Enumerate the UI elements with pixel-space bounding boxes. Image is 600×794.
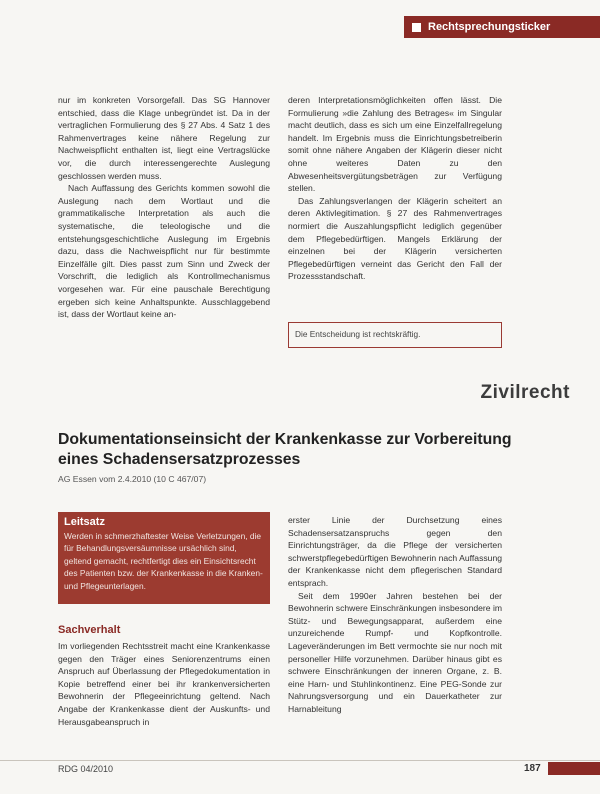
note-box (288, 322, 502, 348)
paragraph: nur im konkreten Vorsorgefall. Das SG Hannover entschied, dass die Klage unbegründet ist. Da in der vertraglichen Formulierung des § 27 Abs. 4 Satz 1 des Rahmenvertrages keine nähere Regelung zur Nachweispflicht enthalten ist, liegt eine Vertragslücke vor, die durch interessengerechte Auslegung geschlossen werden muss. (58, 95, 270, 181)
top-left-column (58, 94, 270, 321)
bottom-right-column (288, 514, 502, 716)
top-right-column (288, 94, 502, 283)
paragraph: erster Linie der Durchsetzung eines Schadensersatzanspruchs gegen den Einrichtungsträger, da die Pflege der versicherten schwerstpflegebedürftigen Bewohnerin nach Auffassung der Krankenkasse nicht dem pflegerischen Standard entsprach. (288, 515, 502, 588)
footer-rule (0, 760, 600, 761)
square-icon (412, 23, 421, 32)
sachverhalt-heading: Sachverhalt (58, 624, 121, 636)
leitsatz-heading: Leitsatz (64, 516, 105, 528)
page-number: 187 (524, 763, 541, 774)
paragraph: Nach Auffassung des Gerichts kommen sowohl die Auslegung nach dem Wortlaut und die grammatikalische Interpretation als auch die systematische, die teleologische und die entstehungsgeschichtliche Auslegung im Ergebnis dazu, dass die Nachweispflicht nur für bestimmte Einzelfälle gilt. Dies passt zum Sinn und Zweck der Vorschrift, die lediglich als Kontrollmechanismus vorgesehen war. Für eine pauschale Berechtigung ergeben sich keine Anhaltspunkte. Ausschlaggebend ist, dass der Wortlaut keine an- (58, 183, 270, 320)
article-title: Dokumentationseinsicht der Krankenkasse zur Vorbereitung eines Schadensersatzprozesses (58, 431, 512, 468)
paragraph: deren Interpretationsmöglichkeiten offen lässt. Die Formulierung »die Zahlung des Betrages« im Singular macht deutlich, dass es sich um eine Einzelfallregelung handelt. Im Ergebnis muss die Einrichtungsbetreiberin somit ohne nähere Angaben der Klägerin dieser nicht ohne weiteres Daten zu den Abwesenheitsvergütungsbeträgen zur Verfügung stellen. (288, 95, 502, 194)
bottom-left-column (58, 640, 270, 728)
footer-accent-bar (548, 762, 600, 775)
paragraph: Im vorliegenden Rechtsstreit macht eine Krankenkasse gegen den Träger eines Seniorenzentrums einen Anspruch auf Überlassung der Pflegedokumentation in Kopie betreffend einer bei ihr krankenversicherten Bewohnerin der Pflegeeinrichtung geltend. Nach Angabe der Krankenkasse dient der Auskunfts- und Herausgabeanspruch in (58, 641, 270, 727)
citation: AG Essen vom 2.4.2010 (10 C 467/07) (58, 474, 207, 484)
footer-issue: RDG 04/2010 (58, 764, 114, 774)
leitsatz-box (58, 512, 270, 604)
leitsatz-text: Werden in schmerzhaftester Weise Verletzungen, die für Behandlungsversäumnisse ursächlich sind, geltend gemacht, rechtfertigt dies ein Einsichtsrecht des Patienten bzw. der Krankenkasse in die Kranken- und Pflegeunterlagen. (64, 531, 263, 591)
sticker-label: Rechtsprechungsticker (428, 21, 551, 33)
section-label: Zivilrecht (480, 382, 570, 403)
paragraph: Das Zahlungsverlangen der Klägerin scheitert an deren Aktivlegitimation. § 27 des Rahmenvertrages normiert die Auszahlungspflicht lediglich gegenüber dem Pflegebedürftigen. Mangels Erklärung der einzelnen bei der Klägerin versicherten Pflegebedürftigen verneint das Gericht den Fall der Prozessstandschaft. (288, 195, 502, 282)
note-text: Die Entscheidung ist rechtskräftig. (295, 329, 421, 339)
sticker-badge (404, 16, 600, 38)
paragraph: Seit dem 1990er Jahren bestehen bei der Bewohnerin schwere Einschränkungen insbesondere im Stütz- und Bewegungsapparat, außerdem eine unzureichende Rumpf- und Kopfkontrolle. Lageveränderungen im Bett vermochte sie nur noch mit personeller Hilfe vorzunehmen. Darüber hinaus gibt es schwere Einschränkungen der inneren Organe, z. B. eine Harn- und Stuhlinkontinenz. Eine PEG-Sonde zur Nahrungsversorgung und ein Dauerkatheter zur Harnableitung (288, 590, 503, 714)
